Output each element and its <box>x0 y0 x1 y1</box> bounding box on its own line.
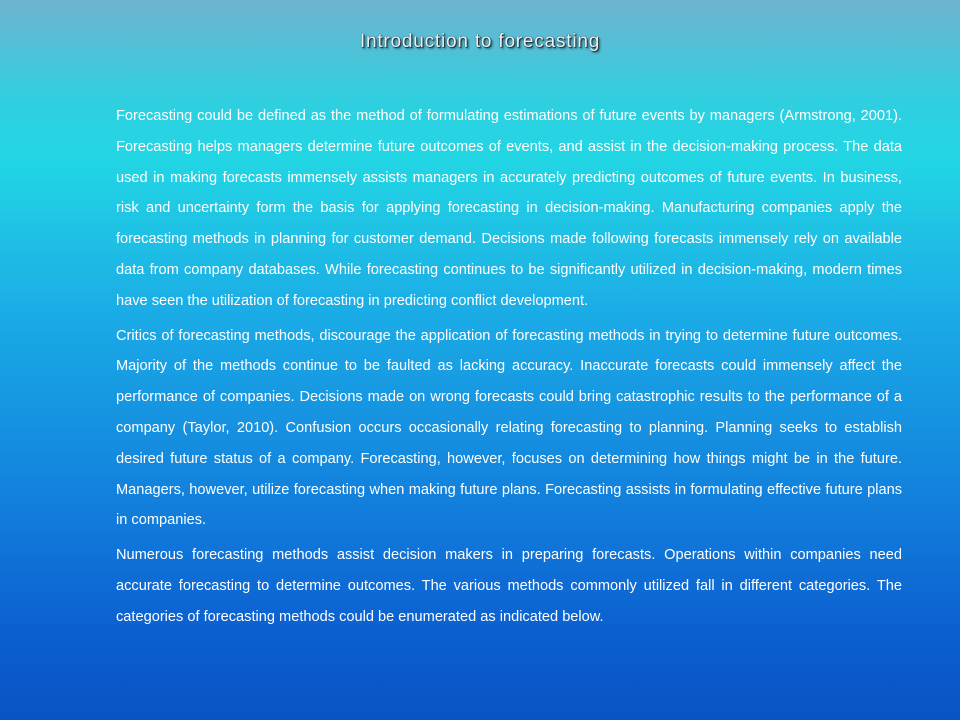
paragraph-3: Numerous forecasting methods assist decision makers in preparing forecasts. Operations within companies need accurate forecasting to determine outcomes. The various methods commonly utilized fall in different categories. The categories of forecasting methods could be enumerated as indicated below. <box>116 547 902 625</box>
slide-title: Introduction to forecasting <box>359 31 601 52</box>
paragraph-2: Critics of forecasting methods, discourage the application of forecasting methods in trying to determine future outcomes. Majority of the methods continue to be faulted as lacking accuracy. Inaccurate forecasts could immensely affect the performance of companies. Decisions made on wrong forecasts could bring catastrophic results to the performance of a company (Taylor, 2010). Confusion occurs occasionally relating forecasting to planning. Planning seeks to establish desired future status of a company. Forecasting, however, focuses on determining how things might be in the future. Managers, however, utilize forecasting when making future plans. Forecasting assists in formulating effective future plans in companies. <box>116 327 902 529</box>
slide-body <box>116 101 902 637</box>
paragraph-1: Forecasting could be defined as the method of formulating estimations of future events by managers (Armstrong, 2001). Forecasting helps managers determine future outcomes of events, and assist in the decision-making process. The data used in making forecasts immensely assists managers in accurately predicting outcomes of future events. In business, risk and uncertainty form the basis for applying forecasting in decision-making. Manufacturing companies apply the forecasting methods in planning for customer demand. Decisions made following forecasts immensely rely on available data from company databases. While forecasting continues to be significantly utilized in decision-making, modern times have seen the utilization of forecasting in predicting conflict development. <box>116 108 902 309</box>
